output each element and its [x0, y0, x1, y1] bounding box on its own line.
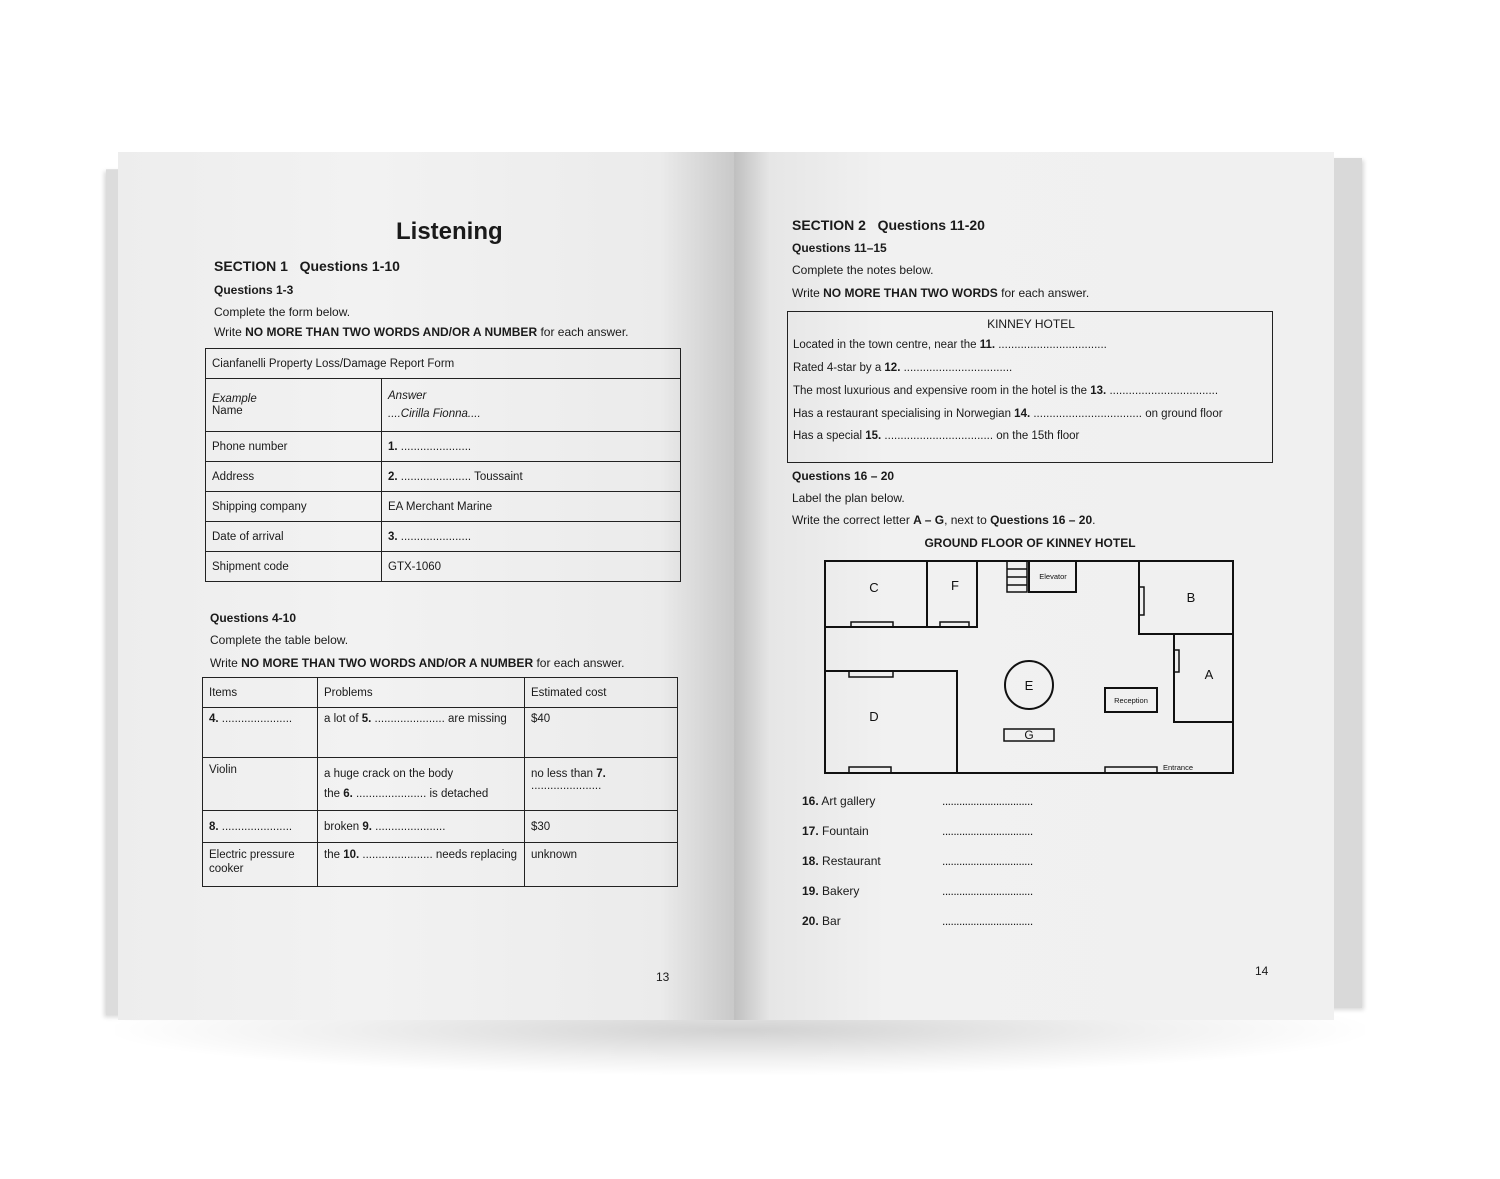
- write-bold: A – G: [913, 513, 945, 527]
- write-prefix: Write: [792, 286, 824, 300]
- reception-label: Reception: [1114, 696, 1148, 705]
- room-a-walls: [1174, 634, 1233, 722]
- write-suffix: for each answer.: [533, 656, 625, 670]
- form-field: Phone number: [206, 432, 382, 462]
- form-value: EA Merchant Marine: [382, 492, 681, 522]
- question-number: 15.: [865, 430, 882, 442]
- plan-title: GROUND FLOOR OF KINNEY HOTEL: [924, 536, 1136, 550]
- item-cell: [203, 811, 318, 843]
- form-field: Shipping company: [206, 492, 382, 522]
- room-label: D: [869, 709, 879, 724]
- note-text: on the 15th floor: [993, 430, 1080, 442]
- cost-cell: $40: [525, 708, 678, 758]
- entrance-label: Entrance: [1163, 763, 1194, 772]
- answer-blank: ..................................: [995, 339, 1107, 351]
- instruction: Complete the notes below.: [792, 263, 934, 277]
- answer-blank: ..................................: [900, 362, 1013, 374]
- write-instruction: [792, 513, 1095, 527]
- note-line: [793, 339, 1107, 351]
- item-cell: Violin: [203, 758, 318, 811]
- answer-row: [802, 914, 841, 928]
- items-table: [202, 677, 678, 887]
- problem-cell: [318, 811, 525, 843]
- table-row: [203, 758, 678, 811]
- problem-text: [324, 788, 518, 800]
- notes-title: KINNEY HOTEL: [987, 317, 1075, 331]
- answer-label: Answer: [388, 390, 427, 402]
- write-bold: NO MORE THAN TWO WORDS AND/OR A NUMBER: [245, 325, 538, 339]
- door-f: [940, 622, 969, 627]
- problem-text: ...................... is detached: [352, 788, 489, 800]
- form-field: Date of arrival: [206, 522, 382, 552]
- item-cell: Electric pressure cooker: [203, 843, 318, 887]
- question-number: 3.: [388, 530, 398, 543]
- item-cell: [203, 708, 318, 758]
- page-title: Listening: [396, 218, 503, 245]
- write-instruction: [792, 286, 1089, 300]
- answer-row: [802, 794, 875, 808]
- table-row: [203, 843, 678, 887]
- problem-text: ...................... needs replacing: [359, 849, 518, 861]
- elevator-label: Elevator: [1039, 572, 1067, 581]
- form-value: [382, 432, 681, 462]
- answer-blank: ................................: [942, 884, 1033, 898]
- table-row: [203, 708, 678, 758]
- problem-cell: [318, 843, 525, 887]
- page-number: 14: [1255, 964, 1269, 978]
- room-f-walls: [927, 561, 977, 627]
- answer-label: Restaurant: [822, 854, 881, 868]
- question-number: 14.: [1014, 408, 1031, 420]
- answer-label: Art gallery: [821, 794, 876, 808]
- table-header: Estimated cost: [525, 678, 678, 708]
- form-value: [382, 462, 681, 492]
- note-line: [793, 408, 1223, 420]
- cost-cell: unknown: [525, 843, 678, 887]
- section-label: [214, 258, 400, 274]
- cost-cell: $30: [525, 811, 678, 843]
- door-b: [1139, 587, 1144, 615]
- answer-value: ....Cirilla Fionna....: [388, 408, 481, 420]
- example-label: Example: [212, 393, 257, 405]
- questions-heading: Questions 16 – 20: [792, 469, 895, 483]
- write-suffix: for each answer.: [537, 325, 629, 339]
- write-suffix: for each answer.: [997, 286, 1090, 300]
- table-header: Items: [203, 678, 318, 708]
- form-value: [382, 522, 681, 552]
- example-cell: [206, 379, 382, 432]
- question-number: 7.: [596, 768, 606, 780]
- questions-heading: Questions 11–15: [792, 241, 887, 255]
- write-suffix: .: [1092, 513, 1096, 527]
- write-bold: Questions 16 – 20: [990, 513, 1093, 527]
- write-bold: NO MORE THAN TWO WORDS AND/OR A NUMBER: [241, 656, 534, 670]
- problem-text: the: [324, 788, 344, 800]
- note-line: [793, 385, 1218, 397]
- questions-heading: Questions 1-3: [214, 283, 294, 297]
- room-label: A: [1204, 667, 1214, 682]
- section-questions: Questions 1-10: [299, 258, 400, 274]
- answer-blank: ................................: [942, 854, 1033, 868]
- question-number: 6.: [343, 788, 353, 800]
- page-number: 13: [656, 970, 670, 984]
- question-number: 20.: [802, 914, 819, 928]
- note-line: [793, 362, 1012, 374]
- section-label: [792, 217, 985, 233]
- problem-text: a lot of: [324, 713, 362, 725]
- answer-blank: ................................: [942, 824, 1033, 838]
- question-number: 19.: [802, 884, 819, 898]
- section-number: SECTION 2: [792, 217, 866, 233]
- answer-blank: ......................: [397, 440, 472, 453]
- write-bold: NO MORE THAN TWO WORDS: [823, 286, 998, 300]
- problem-cell: [318, 708, 525, 758]
- answer-cell: [382, 379, 681, 432]
- left-page: [118, 152, 734, 1020]
- section-number: SECTION 1: [214, 258, 288, 274]
- answer-blank: ......................: [531, 780, 602, 792]
- section-questions: Questions 11-20: [877, 217, 985, 233]
- problem-text: ...................... are missing: [371, 713, 507, 725]
- questions-heading: Questions 4-10: [210, 611, 297, 625]
- answer-blank: ......................: [218, 713, 293, 725]
- write-instruction: [210, 656, 625, 670]
- table-header: Problems: [318, 678, 525, 708]
- write-prefix: Write: [214, 325, 246, 339]
- question-number: 17.: [802, 824, 819, 838]
- question-number: 12.: [884, 362, 901, 374]
- answer-blank: ................................: [942, 914, 1033, 928]
- problem-text: broken: [324, 820, 363, 833]
- question-number: 8.: [209, 820, 219, 833]
- answer-blank: ......................: [218, 820, 293, 833]
- answer-blank: ......................: [397, 530, 472, 543]
- note-line: [793, 430, 1079, 442]
- room-label: C: [869, 580, 879, 595]
- form-value: GTX-1060: [382, 552, 681, 582]
- note-text: Has a special: [793, 430, 866, 442]
- answer-blank: ...................... Toussaint: [397, 470, 523, 483]
- problem-text: a huge crack on the body: [324, 768, 454, 780]
- table-row: [203, 811, 678, 843]
- answer-label: Fountain: [822, 824, 869, 838]
- question-number: 18.: [802, 854, 819, 868]
- room-label: B: [1186, 590, 1196, 605]
- problem-cell: [318, 758, 525, 811]
- answer-blank: ..................................: [1106, 385, 1219, 397]
- answer-blank: ..................................: [1030, 408, 1142, 420]
- question-number: 16.: [802, 794, 819, 808]
- answer-label: Bar: [822, 914, 841, 928]
- question-number: 2.: [388, 470, 398, 483]
- answer-row: [802, 884, 859, 898]
- note-text: Has a restaurant specialising in Norwegian: [793, 408, 1015, 420]
- cost-text: no less than: [531, 768, 597, 780]
- form-field: Address: [206, 462, 382, 492]
- room-label: G: [1024, 728, 1034, 742]
- door-a: [1174, 650, 1179, 672]
- room-label: F: [951, 578, 959, 593]
- question-number: 11.: [979, 339, 996, 351]
- instruction: Label the plan below.: [792, 491, 905, 505]
- example-field: Name: [212, 405, 243, 417]
- write-instruction: [214, 325, 629, 339]
- form-title: Cianfanelli Property Loss/Damage Report Form: [206, 349, 681, 379]
- answer-blank: ......................: [371, 820, 446, 833]
- answer-label: Bakery: [822, 884, 860, 898]
- answer-blank: ................................: [942, 794, 1033, 808]
- instruction: Complete the table below.: [210, 633, 349, 647]
- floor-plan: [819, 557, 1239, 777]
- note-text: Located in the town centre, near the: [793, 339, 980, 351]
- form-field: Shipment code: [206, 552, 382, 582]
- answer-row: [802, 824, 869, 838]
- notes-box: [787, 311, 1273, 463]
- note-text: Rated 4-star by a: [793, 362, 885, 374]
- room-d-walls: [825, 671, 957, 773]
- answer-row: [802, 854, 881, 868]
- write-prefix: Write: [210, 656, 242, 670]
- cost-cell: [525, 758, 678, 811]
- instruction: Complete the form below.: [214, 305, 351, 319]
- question-number: 1.: [388, 440, 398, 453]
- question-number: 4.: [209, 713, 219, 725]
- note-text: The most luxurious and expensive room in the hotel is the: [793, 385, 1091, 397]
- door-c: [851, 622, 893, 627]
- problem-text: the: [324, 849, 344, 861]
- report-form: [205, 348, 681, 582]
- question-number: 13.: [1090, 385, 1107, 397]
- question-number: 5.: [361, 713, 372, 725]
- question-number: 10.: [343, 849, 360, 861]
- question-number: 9.: [362, 820, 372, 833]
- answer-blank: ..................................: [881, 430, 994, 442]
- write-prefix: Write the correct letter: [792, 513, 914, 527]
- right-page: [734, 152, 1334, 1020]
- note-text: on ground floor: [1142, 408, 1223, 420]
- room-label: E: [1024, 678, 1034, 693]
- write-text: , next to: [944, 513, 991, 527]
